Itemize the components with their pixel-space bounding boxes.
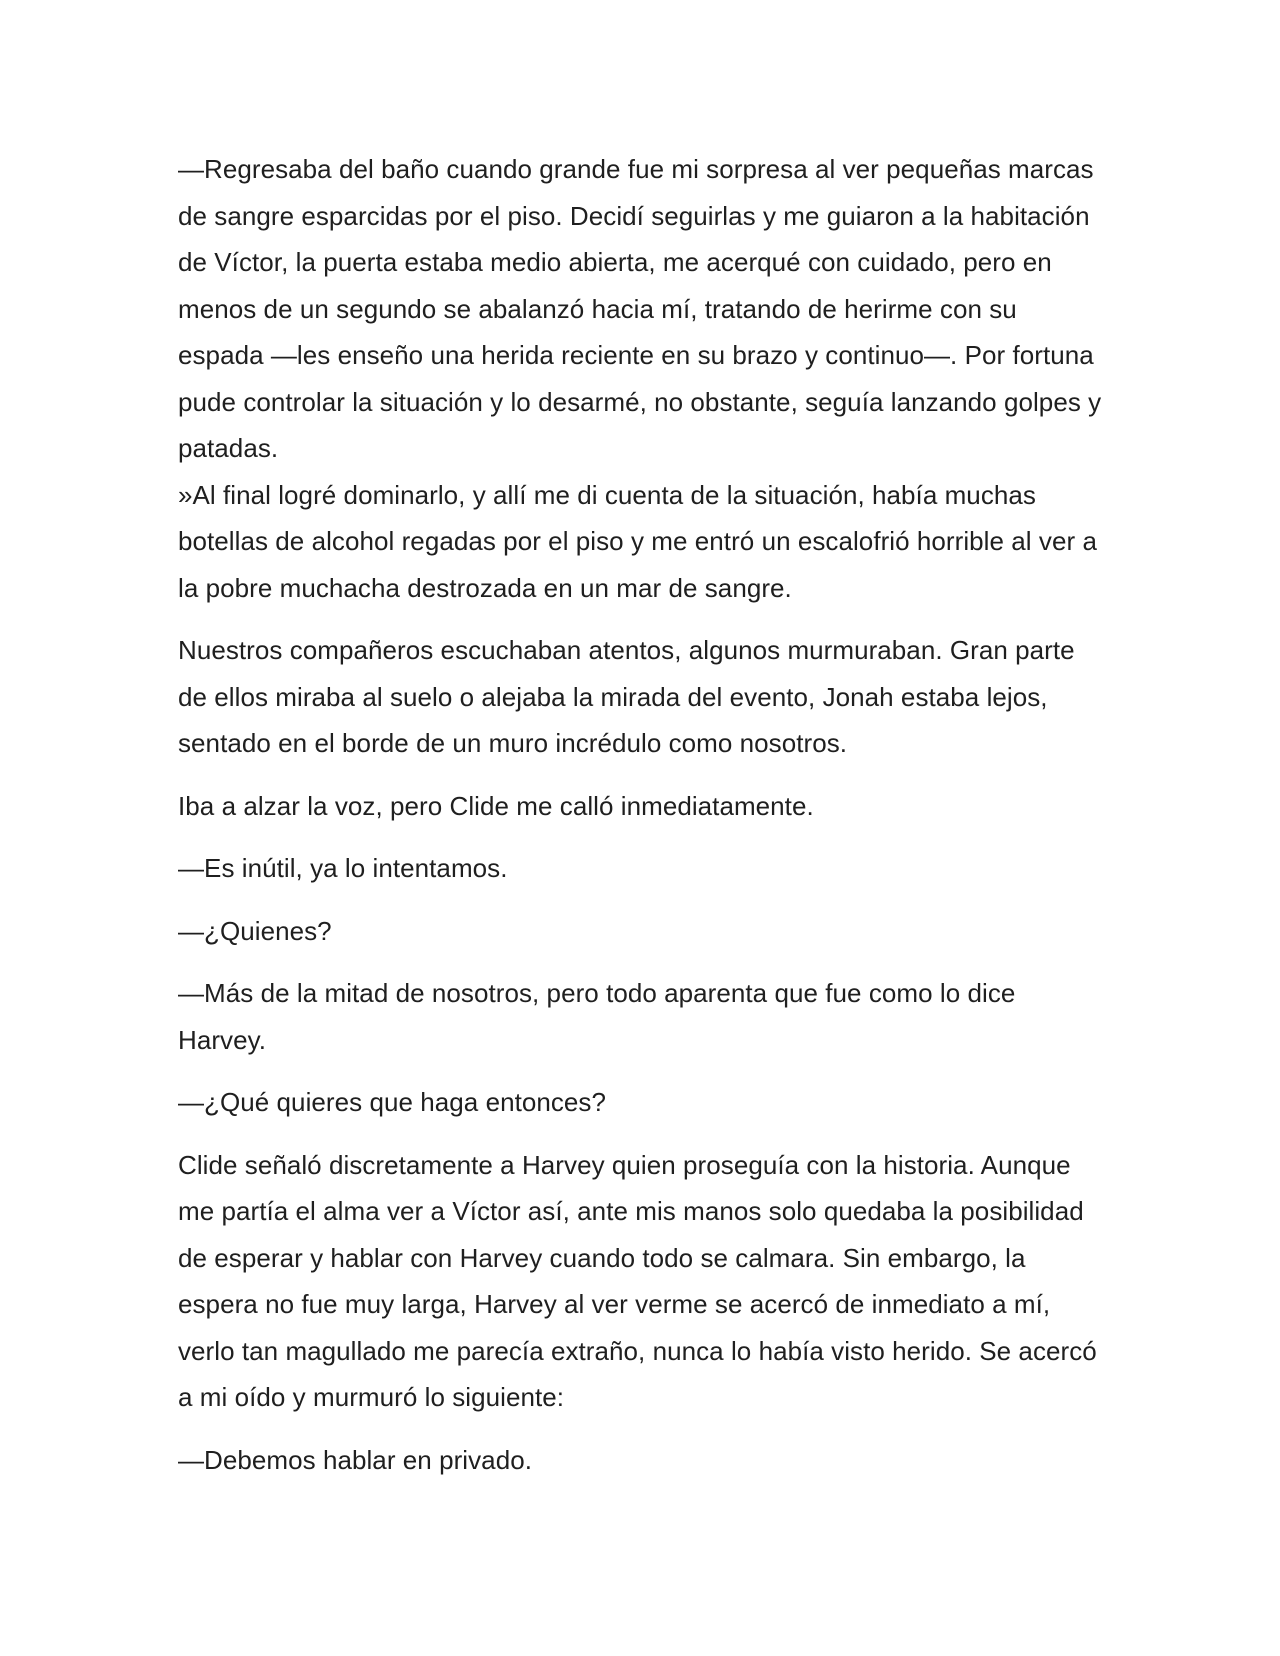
dialogue-line: —¿Qué quieres que haga entonces? (178, 1087, 606, 1117)
paragraph-harvey-account: —Regresaba del baño cuando grande fue mi sorpresa al ver pequeñas marcas de sangre esparcidas por el piso. Decidí seguirlas y me guiaron a la habitación de Víctor, la puerta estaba medio abierta, me acerqué con cuidado, pero en menos de un segundo se abalanzó hacia mí, tratando de herirme con su espada —les enseño una herida reciente en su brazo y continuo—. Por fortuna pude controlar la situación y lo desarmé, no obstante, seguía lanzando golpes y patadas. (178, 154, 1102, 463)
dialogue-line: —Es inútil, ya lo intentamos. (178, 853, 508, 883)
document-body (178, 146, 1108, 1499)
paragraph-harvey-account-continued: »Al final logré dominarlo, y allí me di cuenta de la situación, había muchas botellas de alcohol regadas por el piso y me entró un escalofrió horrible al ver a la pobre muchacha destrozada en un mar de sangre. (178, 479, 1097, 603)
paragraph-raise-voice: Iba a alzar la voz, pero Clide me calló inmediatamente. (178, 790, 814, 821)
dialogue-line: —¿Quienes? (178, 915, 332, 946)
dialogue-line: —Más de la mitad de nosotros, pero todo aparenta que fue como lo dice Harvey. (178, 978, 1016, 1055)
paragraph-companions-listening: Nuestros compañeros escuchaban atentos, algunos murmuraban. Gran parte de ellos miraba al suelo o alejaba la mirada del evento, Jonah estaba lejos, sentado en el borde de un muro incrédulo como nosotros. (178, 635, 1075, 758)
dialogue-line: —Debemos hablar en privado. (178, 1444, 532, 1475)
paragraph-clide-signals: Clide señaló discretamente a Harvey quien proseguía con la historia. Aunque me partía el alma ver a Víctor así, ante mis manos solo quedaba la posibilidad de esperar y hablar con Harvey cuando todo se calmara. Sin embargo, la espera no fue muy larga, Harvey al ver verme se acercó de inmediato a mí, verlo tan magullado me parecía extraño, nunca lo había visto herido. Se acercó a mi oído y murmuró lo siguiente: (178, 1149, 1097, 1412)
